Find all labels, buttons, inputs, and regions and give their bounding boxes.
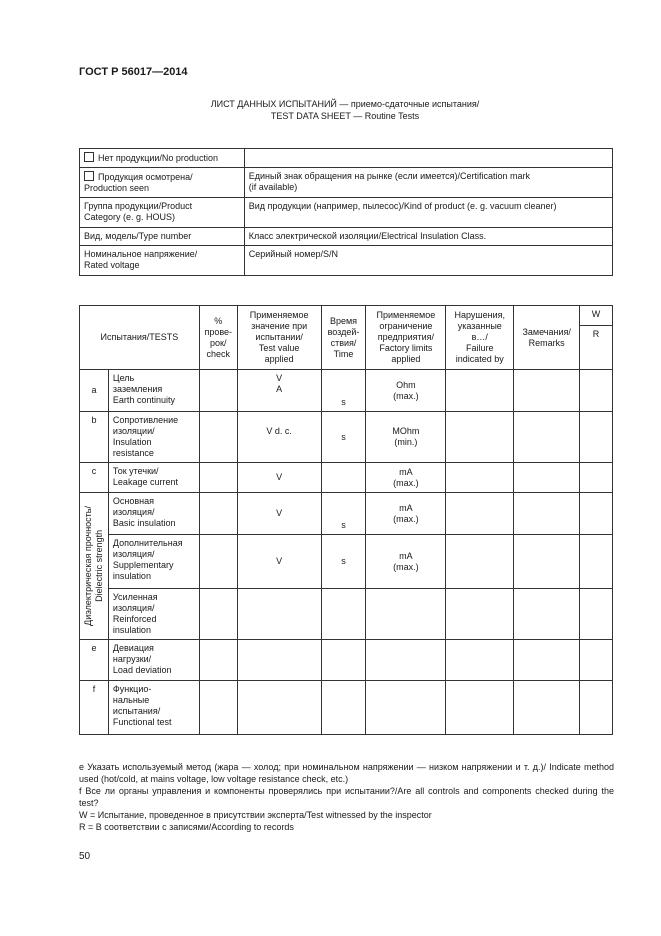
name-text: заземления — [112, 384, 163, 394]
insulation-class-cell — [244, 228, 612, 246]
name-text: Leakage current — [112, 477, 178, 487]
table-row — [80, 412, 613, 463]
limit-cell[interactable] — [366, 412, 446, 463]
header-row — [80, 306, 613, 326]
limit-cell[interactable] — [366, 493, 446, 535]
hdr-text: % — [214, 315, 223, 326]
letter-text: c — [91, 466, 97, 476]
test-value-cell[interactable] — [237, 412, 321, 463]
test-name — [108, 535, 199, 589]
name-text: Усиленная — [112, 592, 158, 602]
wr-cell[interactable] — [580, 370, 613, 412]
hdr-text: applied — [264, 354, 294, 364]
unit-text: V — [276, 373, 283, 383]
hdr-text: Remarks — [528, 337, 565, 348]
name-text: Supplementary — [112, 560, 174, 570]
table-row — [80, 589, 613, 640]
hdr-text: Применяемое — [249, 310, 309, 320]
hdr-text: в…/ — [471, 332, 488, 342]
test-value-cell[interactable] — [237, 535, 321, 589]
records-header — [580, 326, 613, 370]
unit-text: s — [341, 431, 346, 442]
name-text: изоляция/ — [112, 507, 155, 517]
hdr-text: рок/ — [210, 337, 227, 348]
percent-cell[interactable] — [199, 589, 237, 640]
hdr-text: Failure — [466, 343, 494, 353]
limit-cell[interactable] — [366, 640, 446, 681]
rated-voltage-cell — [80, 246, 245, 276]
unit-text: s — [341, 556, 346, 566]
factory-limits-header — [366, 306, 446, 370]
test-value-header — [237, 306, 321, 370]
unit-text: Ohm — [396, 379, 416, 390]
failure-cell[interactable] — [446, 463, 514, 493]
time-cell[interactable] — [321, 535, 366, 589]
footnote-e: e Указать используемый метод (жара — холод; при номинальном напряжении — низком напряжении и т. д.)/ Indicate method used (hot/cold, at mains voltage, low voltage resistance check, etc.) — [79, 762, 614, 784]
failure-cell[interactable] — [446, 493, 514, 535]
product-group-cell — [80, 198, 245, 228]
serial-number-label: Серийный номер/S/N — [248, 249, 338, 259]
group-text: Диэлектрическая прочность/ — [82, 506, 93, 626]
name-text: Цель — [112, 373, 135, 383]
r-label: R — [592, 329, 600, 339]
hdr-text: indicated by — [455, 354, 504, 364]
unit-text: s — [341, 397, 346, 407]
product-group-label: Группа продукции/Product — [84, 201, 193, 211]
test-value-cell[interactable] — [237, 493, 321, 535]
hdr-text: испытании/ — [255, 332, 303, 342]
info-row — [80, 198, 613, 228]
time-cell[interactable] — [321, 493, 366, 535]
limit-cell[interactable] — [366, 589, 446, 640]
name-text: Insulation — [112, 437, 152, 447]
certification-cell — [244, 168, 612, 198]
name-text: изоляции/ — [112, 426, 155, 436]
name-text: изоляция/ — [112, 549, 155, 559]
hdr-text: предприятия/ — [377, 332, 435, 342]
footnote-f: f Все ли органы управления и компоненты проверялись при испытании?/Are all controls and components checked during the test? — [79, 786, 614, 808]
row-letter — [80, 463, 109, 493]
percent-check-header — [199, 306, 237, 370]
wr-cell[interactable] — [580, 412, 613, 463]
hdr-text: ограничение — [379, 321, 433, 331]
test-name — [108, 640, 199, 681]
hdr-text: Test value — [258, 343, 300, 353]
percent-cell[interactable] — [199, 681, 237, 735]
info-row — [80, 228, 613, 246]
percent-cell[interactable] — [199, 493, 237, 535]
group-text: Dielectric strength — [93, 529, 104, 603]
remarks-cell[interactable] — [514, 535, 580, 589]
name-text: Ток утечки/ — [112, 466, 159, 476]
limit-cell[interactable] — [366, 370, 446, 412]
insulation-class-label: Класс электрической изоляции/Electrical Insulation Class. — [248, 231, 487, 241]
time-cell[interactable] — [321, 589, 366, 640]
failure-cell[interactable] — [446, 640, 514, 681]
letter-text: a — [91, 385, 97, 395]
hdr-text: Time — [333, 348, 354, 359]
production-seen-label: Продукция осмотрена/ — [98, 172, 193, 182]
test-name — [108, 493, 199, 535]
table-row — [80, 640, 613, 681]
hdr-text: applied — [391, 354, 421, 364]
unit-text: (max.) — [393, 561, 419, 572]
unit-text: s — [341, 520, 346, 530]
product-kind-label: Вид продукции (например, пылесос)/Kind of product (e. g. vacuum cleaner) — [248, 201, 557, 211]
wr-cell[interactable] — [580, 681, 613, 735]
info-row — [80, 149, 613, 168]
hdr-text: Замечания/ — [522, 326, 571, 337]
tests-header — [80, 306, 200, 370]
table-row — [80, 370, 613, 412]
remarks-cell[interactable] — [514, 370, 580, 412]
w-label: W — [591, 309, 601, 319]
test-value-cell[interactable] — [237, 681, 321, 735]
unit-text: V d. c. — [266, 426, 292, 436]
time-cell[interactable] — [321, 640, 366, 681]
wr-cell[interactable] — [580, 535, 613, 589]
name-text: нагрузки/ — [112, 654, 152, 664]
time-header — [321, 306, 366, 370]
time-cell[interactable] — [321, 412, 366, 463]
hdr-text: указанные — [457, 321, 502, 331]
time-cell[interactable] — [321, 681, 366, 735]
failure-cell[interactable] — [446, 589, 514, 640]
name-text: нальные — [112, 695, 150, 705]
product-info-table — [79, 148, 613, 276]
no-production-cell — [80, 149, 245, 168]
name-text: Load deviation — [112, 665, 172, 675]
hdr-text: значение при — [251, 321, 308, 331]
percent-cell[interactable] — [199, 412, 237, 463]
name-text: Основная — [112, 496, 155, 506]
row-letter — [80, 640, 109, 681]
unit-text: V — [276, 556, 283, 566]
unit-text: mA — [399, 502, 413, 513]
table-row — [80, 681, 613, 735]
hdr-text: прове- — [204, 326, 233, 337]
wr-cell[interactable] — [580, 640, 613, 681]
empty-cell — [244, 149, 612, 168]
table-row — [80, 493, 613, 535]
wr-cell[interactable] — [580, 463, 613, 493]
percent-cell[interactable] — [199, 370, 237, 412]
hdr-text: Нарушения, — [454, 310, 506, 320]
product-group-label-en: Category (e. g. HOUS) — [84, 212, 176, 222]
letter-text: e — [91, 643, 97, 653]
name-text: Earth continuity — [112, 395, 175, 405]
standard-header: ГОСТ Р 56017—2014 — [79, 66, 188, 78]
name-text: resistance — [112, 448, 154, 458]
checkbox-production-seen[interactable] — [84, 171, 94, 181]
test-value-cell[interactable] — [237, 370, 321, 412]
time-cell[interactable] — [321, 463, 366, 493]
test-name — [108, 412, 199, 463]
test-name — [108, 681, 199, 735]
hdr-text: Factory limits — [379, 343, 433, 353]
remarks-header — [514, 306, 580, 370]
production-seen-label-en: Production seen — [84, 183, 150, 193]
row-letter — [80, 681, 109, 735]
percent-cell[interactable] — [199, 535, 237, 589]
name-text: изоляция/ — [112, 603, 155, 613]
row-letter — [80, 412, 109, 463]
name-text: Функцио- — [112, 684, 152, 694]
failure-cell[interactable] — [446, 681, 514, 735]
unit-text: V — [276, 472, 283, 482]
serial-number-cell — [244, 246, 612, 276]
name-text: Reinforced — [112, 614, 157, 624]
time-cell[interactable] — [321, 370, 366, 412]
unit-text: (min.) — [394, 437, 418, 447]
remarks-cell[interactable] — [514, 640, 580, 681]
test-value-cell[interactable] — [237, 463, 321, 493]
document-title-en: TEST DATA SHEET — Routine Tests — [270, 111, 420, 121]
hdr-text: Применяемое — [376, 310, 436, 320]
test-name — [108, 463, 199, 493]
test-value-cell[interactable] — [237, 640, 321, 681]
no-production-label: Нет продукции/No production — [98, 153, 218, 163]
hdr-text: Время — [329, 315, 358, 326]
name-text: insulation — [112, 571, 151, 581]
test-name — [108, 370, 199, 412]
unit-text: (max.) — [393, 390, 419, 401]
certification-label: Единый знак обращения на рынке (если имеется)/Certification mark — [248, 171, 530, 181]
limit-cell[interactable] — [366, 463, 446, 493]
letter-text: b — [91, 415, 97, 425]
unit-text: MOhm — [392, 426, 420, 436]
unit-text: (max.) — [393, 477, 419, 488]
row-letter — [80, 370, 109, 412]
name-text: Basic insulation — [112, 518, 176, 528]
remarks-cell[interactable] — [514, 589, 580, 640]
type-number-cell — [80, 228, 245, 246]
remarks-cell[interactable] — [514, 493, 580, 535]
name-text: Сопротивление — [112, 415, 179, 425]
footnotes — [79, 761, 614, 833]
footnote-r: R = В соответствии с записями/According to records — [79, 822, 294, 832]
unit-text: mA — [399, 466, 413, 477]
unit-text: mA — [399, 550, 413, 561]
percent-cell[interactable] — [199, 463, 237, 493]
dielectric-strength-group — [80, 493, 109, 640]
test-name — [108, 589, 199, 640]
table-row — [80, 463, 613, 493]
test-value-cell[interactable] — [237, 589, 321, 640]
unit-text: (max.) — [393, 513, 419, 524]
failure-cell[interactable] — [446, 370, 514, 412]
page-number: 50 — [79, 851, 91, 862]
failure-cell[interactable] — [446, 412, 514, 463]
remarks-cell[interactable] — [514, 412, 580, 463]
failure-header — [446, 306, 514, 370]
letter-text: f — [92, 684, 96, 694]
name-text: Дополнительная — [112, 538, 183, 548]
percent-cell[interactable] — [199, 640, 237, 681]
footnote-w: W = Испытание, проведенное в присутствии эксперта/Test witnessed by the inspector — [79, 810, 432, 820]
hdr-text: check — [206, 348, 230, 359]
witness-header — [580, 306, 613, 326]
tests-header-label: Испытания/TESTS — [100, 332, 179, 342]
wr-cell[interactable] — [580, 493, 613, 535]
info-row — [80, 168, 613, 198]
hdr-text: ствия/ — [330, 337, 357, 348]
production-seen-cell — [80, 168, 245, 198]
rated-voltage-label: Номинальное напряжение/ — [84, 249, 198, 259]
product-kind-cell — [244, 198, 612, 228]
hdr-text: воздей- — [327, 326, 360, 337]
info-row — [80, 246, 613, 276]
limit-cell[interactable] — [366, 681, 446, 735]
wr-cell[interactable] — [580, 589, 613, 640]
limit-cell[interactable] — [366, 535, 446, 589]
failure-cell[interactable] — [446, 535, 514, 589]
checkbox-no-production[interactable] — [84, 152, 94, 162]
table-row — [80, 535, 613, 589]
name-text: Functional test — [112, 717, 172, 727]
name-text: insulation — [112, 625, 151, 635]
name-text: Девиация — [112, 643, 154, 653]
tests-table — [79, 305, 613, 735]
type-number-label: Вид, модель/Type number — [84, 231, 192, 241]
document-title-ru: ЛИСТ ДАННЫХ ИСПЫТАНИЙ — приемо-сдаточные испытания/ — [210, 99, 480, 109]
certification-label-en: (if available) — [248, 182, 298, 192]
remarks-cell[interactable] — [514, 681, 580, 735]
unit-text: V — [276, 508, 283, 518]
rated-voltage-label-en: Rated voltage — [84, 260, 140, 270]
remarks-cell[interactable] — [514, 463, 580, 493]
unit-text: A — [276, 384, 283, 394]
name-text: испытания/ — [112, 706, 161, 716]
dielectric-strength-label — [83, 506, 105, 626]
